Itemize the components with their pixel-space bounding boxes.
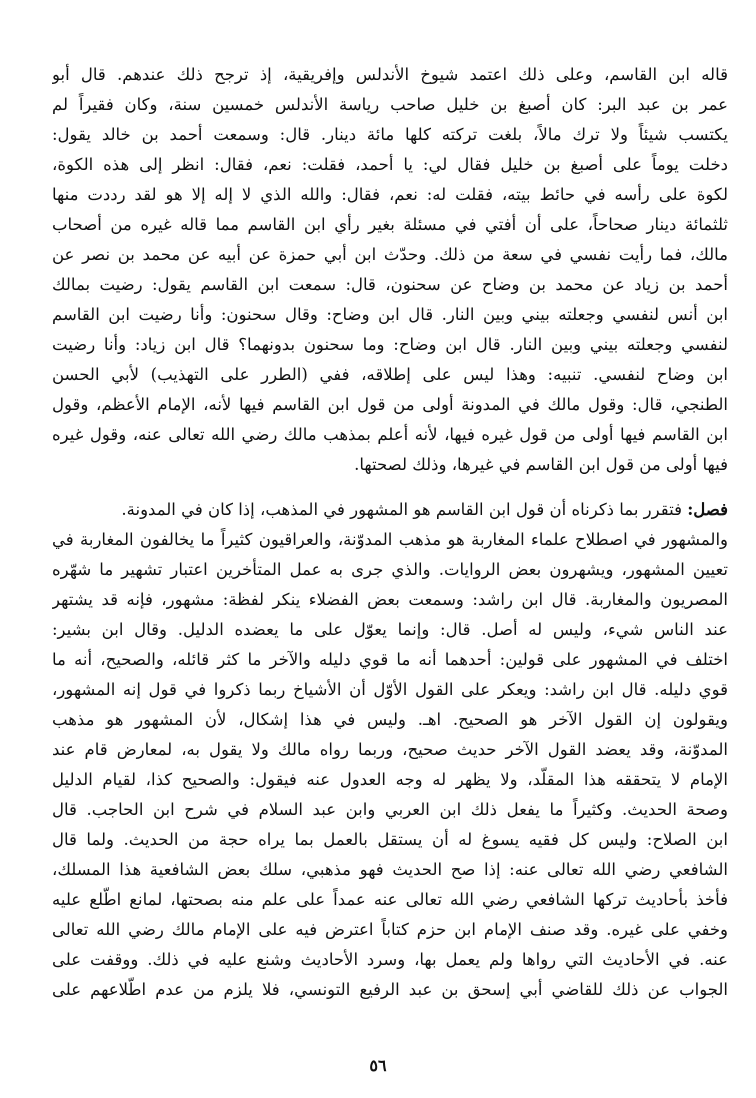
text-line: الإمام لا يتحققه هذا المقلّد، ولا يظهر له وجه العدول عنه فيقول: والصحيح كذا، لقيام الدليل <box>52 770 728 789</box>
text-line: فأخذ بأحاديث تركها الشافعي رضي الله تعالى عنه عمداً على علم منه بصحتها، لمانع اطّلع عليه <box>52 890 728 909</box>
paragraph-1 <box>52 60 728 480</box>
section-label: فصل: <box>687 500 728 519</box>
text-line: وخفي على غيره. وقد صنف الإمام ابن حزم كتاباً اعترض فيه على الإمام مالك رضي الله تعالى <box>52 920 728 939</box>
text-line: ابن وضاح لنفسي. تنبيه: وهذا ليس على إطلاقه، ففي (الطرر على التهذيب) لأبي الحسن <box>52 365 728 384</box>
text-line: وصحة الحديث. وكثيراً ما يفعل ذلك ابن العربي وابن عبد السلام في شرح ابن الحاجب. قال <box>52 800 728 819</box>
text-line: يكتسب شيئاً ولا ترك مالاً، بلغت تركته كلها مائة دينار. قال: وسمعت أحمد بن خالد يقول: <box>52 125 728 144</box>
text-line: ثلثمائة دينار صحاحاً، على أن أفتي في مسئلة بغير رأي ابن القاسم مما قاله غيره من أصحاب <box>52 215 728 234</box>
text-line: عنه. في الأحاديث التي رواها ولم يعمل بها، وسرد الأحاديث وشنع عليه في ذلك. ووقفت على <box>52 950 728 969</box>
text-line: أحمد بن زياد عن محمد بن وضاح عن سحنون، قال: سمعت ابن القاسم يقول: رضيت بمالك <box>52 275 728 294</box>
text-line: الطنجي، قال: وقول مالك في المدونة أولى من قول ابن القاسم فيها لأنه، الإمام الأعظم، وقول <box>52 395 728 414</box>
text-line: عمر بن عبد البر: كان أصبغ بن خليل صاحب رياسة الأندلس خمسين سنة، وكان فقيراً لم <box>52 95 728 114</box>
text-line: مالك، فما رأيت نفسي في سعة من ذلك. وحدّث ابن أبي حمزة عن أبيه عن محمد بن نصر عن <box>52 245 728 264</box>
text-line: ابن القاسم فيها أولى من قول غيره فيها، لأنه أعلم بمذهب مالك رضي الله تعالى عنه، وقول غيره <box>52 425 728 444</box>
page-number: ٥٦ <box>369 1056 387 1075</box>
text-line: قوي دليله. قال ابن راشد: ويعكر على القول الأوّل أن الأشياخ ربما ذكروا في قول إنه المشهور، <box>52 680 728 699</box>
text-line: اختلف في المشهور على قولين: أحدهما أنه ما قوي دليله والآخر ما كثر قائله، والصحيح، أنه ما <box>52 650 728 669</box>
text-line: والمشهور في اصطلاح علماء المغاربة هو مذهب المدوّنة، والعراقيون كثيراً ما يخالفون المغاربة في <box>52 530 728 549</box>
text-line: الشافعي رضي الله تعالى عنه: إذا صح الحديث فهو مذهبي، سلك بعض الشافعية هذا المسلك، <box>52 860 728 879</box>
text-line: الجواب عن ذلك للقاضي أبي إسحق بن عبد الرفيع التونسي، فلا يلزم من عدم اطّلاعهم على <box>52 980 728 999</box>
section-first-line-text: فتقرر بما ذكرناه أن قول ابن القاسم هو المشهور في المذهب، إذا كان في المدونة. <box>121 500 688 519</box>
text-line: قاله ابن القاسم، وعلى ذلك اعتمد شيوخ الأندلس وإفريقية، إذ ترجح ذلك عندهم. قال أبو <box>52 65 728 84</box>
text-line: المصريون والمغاربة. قال ابن راشد: وسمعت بعض الفضلاء ينكر لفظة: مشهور، فإنه قد يشتهر <box>52 590 728 609</box>
text-line: ابن أنس لنفسي وجعلته بيني وبين النار. قال ابن وضاح: وقال سحنون: وأنا رضيت ابن القاسم <box>52 305 728 324</box>
text-line: ويقولون إن القول الآخر هو الصحيح. اهـ. وليس في هذا إشكال، لأن المشهور هو مذهب <box>52 710 728 729</box>
text-line: ابن الصلاح: وليس كل فقيه يسوغ له أن يستقل بالعمل بما يراه حجة من الحديث. ولما قال <box>52 830 728 849</box>
text-line: فيها أولى من قول ابن القاسم في غيرها، وذلك لصحتها. <box>354 455 728 474</box>
text-line: تعيين المشهور، ويشهرون بعض الروايات. والذي جرى به عمل المتأخرين اعتبار تشهير ما شهّره <box>52 560 728 579</box>
text-line: لكوة على رأسه في حائط بيته، فقلت له: نعم، فقال: والله الذي لا إله إلا هو لقد رددت منها <box>52 185 728 204</box>
text-line: دخلت يوماً على أصبغ بن خليل فقال لي: يا أحمد، فقلت: نعم، فقال: انظر إلى هذه الكوة، <box>52 155 728 174</box>
section-first-line <box>52 495 728 525</box>
text-line: عند الناس شيء، وليس له أصل. قال: وإنما يعوّل على ما يعضده الدليل. وقال ابن بشير: <box>52 620 728 639</box>
text-line: لنفسي وجعلته بيني وبين النار. قال ابن وضاح: وما سحنون بدونهما؟ قال ابن زياد: وأنا رضيت <box>52 335 728 354</box>
paragraph-2 <box>52 495 728 1005</box>
text-line: المدوّنة، وقد يعضد القول الآخر حديث صحيح، وربما رواه مالك ولا يقول به، لمعارض قام عند <box>52 740 728 759</box>
